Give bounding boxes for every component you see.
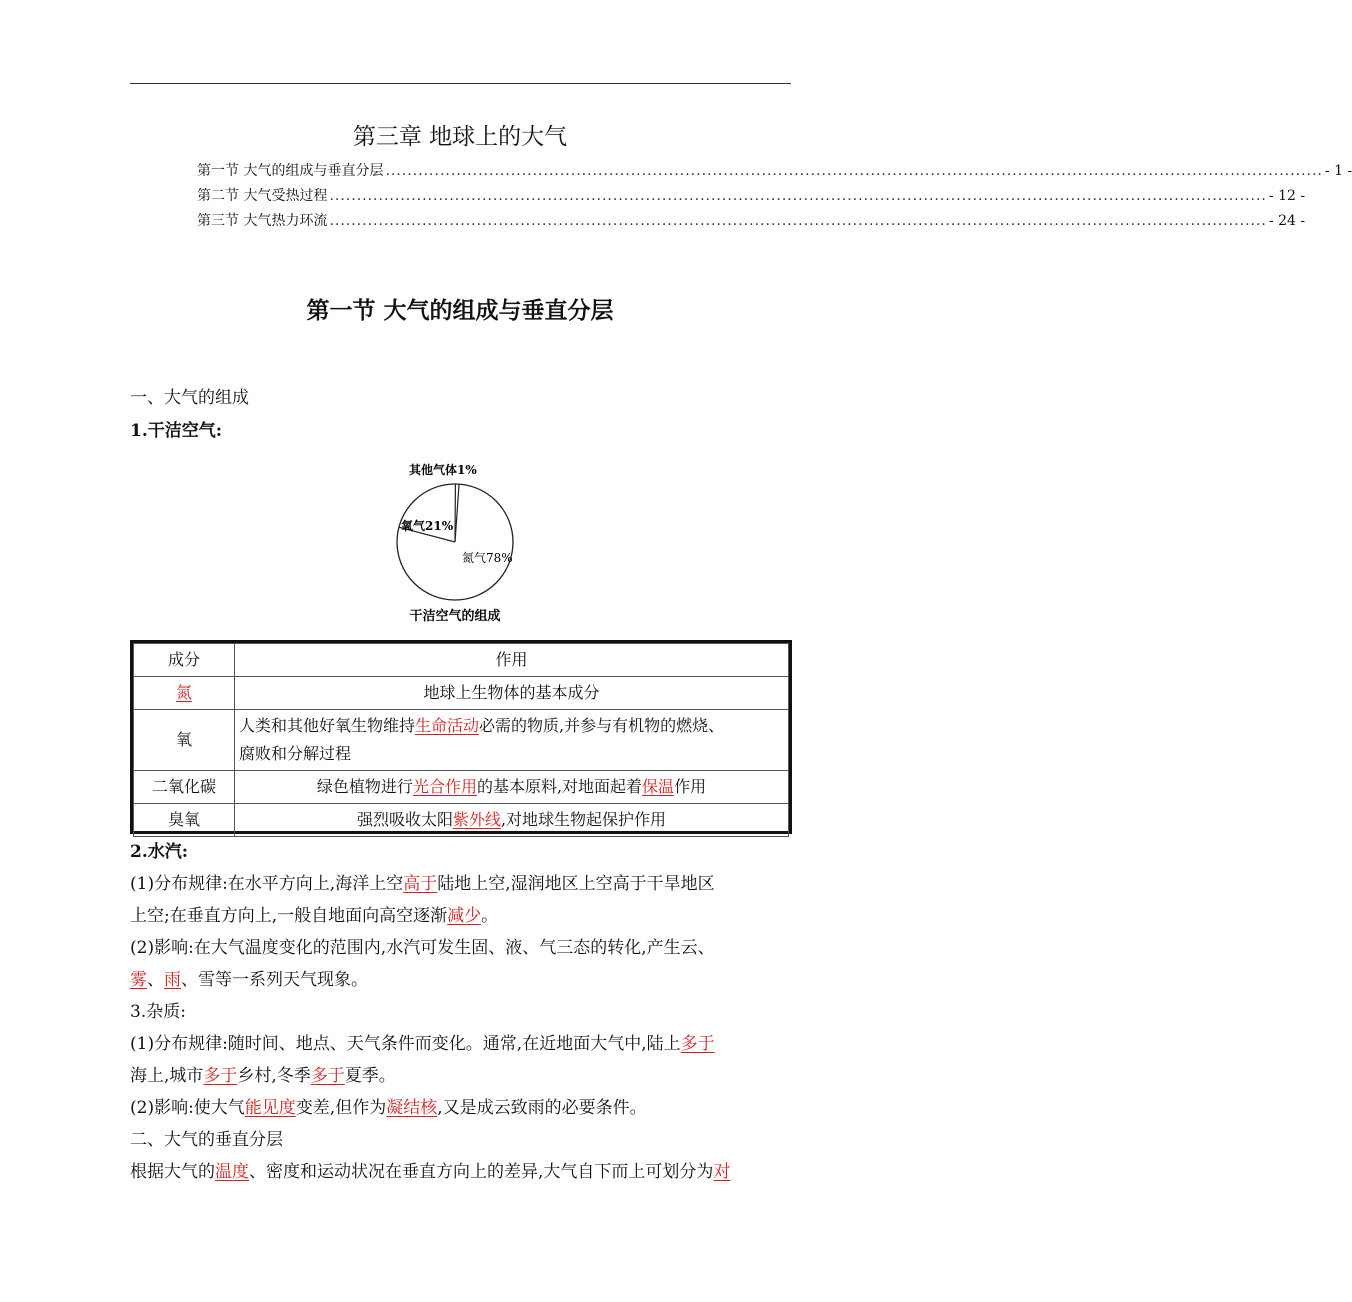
answer-blank: 多于: [310, 1066, 345, 1086]
answer-blank: 多于: [203, 1066, 238, 1086]
header-rule: [130, 83, 791, 84]
answer-blank: 光合作用: [412, 777, 477, 796]
heading-water-vapor: 2.水汽:: [130, 842, 189, 862]
pie-chart: [395, 458, 525, 628]
table-header-role: 作用: [235, 644, 789, 677]
text-run: 人类和其他好氧生物维持: [239, 716, 416, 735]
paragraph-line: [130, 868, 792, 900]
answer-blank: 保温: [642, 777, 675, 796]
answer-blank: 生命活动: [415, 716, 480, 735]
answer-blank: 雨: [164, 970, 181, 990]
answer-blank: 凝结核: [386, 1098, 438, 1118]
heading-dry-air: 1.干洁空气:: [130, 421, 223, 441]
toc-leader: ............................................................................................................................................................................: [329, 213, 1267, 229]
chapter-title: 第三章 地球上的大气: [352, 124, 568, 150]
toc-item-page: - 12 -: [1268, 188, 1306, 204]
text-run: 上空;在垂直方向上,一般自地面向高空逐渐: [130, 906, 448, 926]
text-run: ,又是成云致雨的必要条件。: [437, 1098, 647, 1118]
answer-blank: 雾: [130, 970, 147, 990]
paragraph-line: [130, 1156, 792, 1188]
composition-table: [130, 640, 792, 834]
text-run: 。: [481, 906, 499, 926]
text-run: (1)分布规律:在水平方向上,海洋上空: [130, 874, 404, 894]
paragraph-line: [130, 1028, 792, 1060]
heading-vertical-layers: 二、大气的垂直分层: [130, 1130, 283, 1150]
text-run: 根据大气的: [130, 1162, 215, 1182]
paragraph-line: [130, 1092, 792, 1124]
table-cell-role: [235, 771, 789, 804]
table-cell-role: [235, 710, 789, 771]
text-run: (2)影响:使大气: [130, 1098, 245, 1118]
table-row: [134, 710, 789, 771]
paragraph-line: (2)影响:在大气温度变化的范围内,水汽可发生固、液、气三态的转化,产生云、: [130, 938, 715, 958]
table-row: [134, 804, 789, 837]
paragraph-line: [130, 900, 792, 932]
answer-blank: 对: [713, 1162, 731, 1182]
table-of-contents: [197, 160, 1352, 235]
toc-item[interactable]: [197, 210, 1306, 235]
text-run: 变差,但作为: [295, 1098, 387, 1118]
text-run: 、密度和运动状况在垂直方向上的差异,大气自下而上可划分为: [249, 1162, 714, 1182]
text-run: 强烈吸收太阳: [356, 810, 453, 829]
text-run: ,对地球生物起保护作用: [500, 810, 667, 829]
table-cell-role: [235, 804, 789, 837]
table-row: [134, 771, 789, 804]
answer-blank: 多于: [680, 1034, 715, 1054]
toc-leader: ............................................................................................................................................................................: [385, 163, 1323, 179]
pie-label-nitrogen: 氮气78%: [462, 551, 513, 565]
heading-impurities: 3.杂质:: [130, 1002, 186, 1022]
paragraph-line: [130, 964, 792, 996]
text-run: 腐败和分解过程: [239, 744, 352, 763]
text-run: 陆地上空,湿润地区上空高于干旱地区: [437, 874, 715, 894]
table-cell-component: 臭氧: [134, 804, 235, 837]
toc-item[interactable]: [197, 185, 1306, 210]
text-run: 作用: [674, 777, 707, 796]
text-run: 的基本原料,对地面起着: [476, 777, 643, 796]
text-run: 绿色植物进行: [316, 777, 413, 796]
toc-item-page: - 1 -: [1324, 163, 1352, 179]
heading-composition: 一、大气的组成: [130, 388, 249, 408]
text-run: 乡村,冬季: [237, 1066, 311, 1086]
answer-blank: 能见度: [244, 1098, 296, 1118]
pie-label-other: 其他气体1%: [409, 463, 477, 477]
answer-blank: 温度: [215, 1162, 249, 1182]
toc-item-label: 第三节 大气热力环流: [197, 213, 328, 229]
table-cell-role: 地球上生物体的基本成分: [235, 677, 789, 710]
toc-item[interactable]: [197, 160, 1352, 185]
toc-item-label: 第一节 大气的组成与垂直分层: [197, 163, 384, 179]
toc-leader: ............................................................................................................................................................................: [329, 188, 1267, 204]
answer-blank: 减少: [447, 906, 482, 926]
toc-item-label: 第二节 大气受热过程: [197, 188, 328, 204]
text-run: 必需的物质,并参与有机物的燃烧、: [479, 716, 725, 735]
paragraph-line: [130, 1060, 792, 1092]
table-cell-component: 氧: [134, 710, 235, 771]
text-run: (1)分布规律:随时间、地点、天气条件而变化。通常,在近地面大气中,陆上: [130, 1034, 681, 1054]
text-run: 海上,城市: [130, 1066, 204, 1086]
table-row: [134, 677, 789, 710]
table-cell-component: 二氧化碳: [134, 771, 235, 804]
table-cell-component: 氮: [175, 683, 192, 702]
section-title: 第一节 大气的组成与垂直分层: [306, 298, 614, 324]
answer-blank: 紫外线: [452, 810, 501, 829]
text-run: 夏季。: [344, 1066, 396, 1086]
table-header-component: 成分: [134, 644, 235, 677]
text-run: 、: [147, 970, 164, 990]
pie-label-oxygen: 氧气21%: [401, 519, 454, 533]
toc-item-page: - 24 -: [1268, 213, 1306, 229]
answer-blank: 高于: [403, 874, 438, 894]
text-run: 、雪等一系列天气现象。: [181, 970, 368, 990]
pie-chart-title: 干洁空气的组成: [409, 609, 501, 624]
table-header-row: [134, 644, 789, 677]
